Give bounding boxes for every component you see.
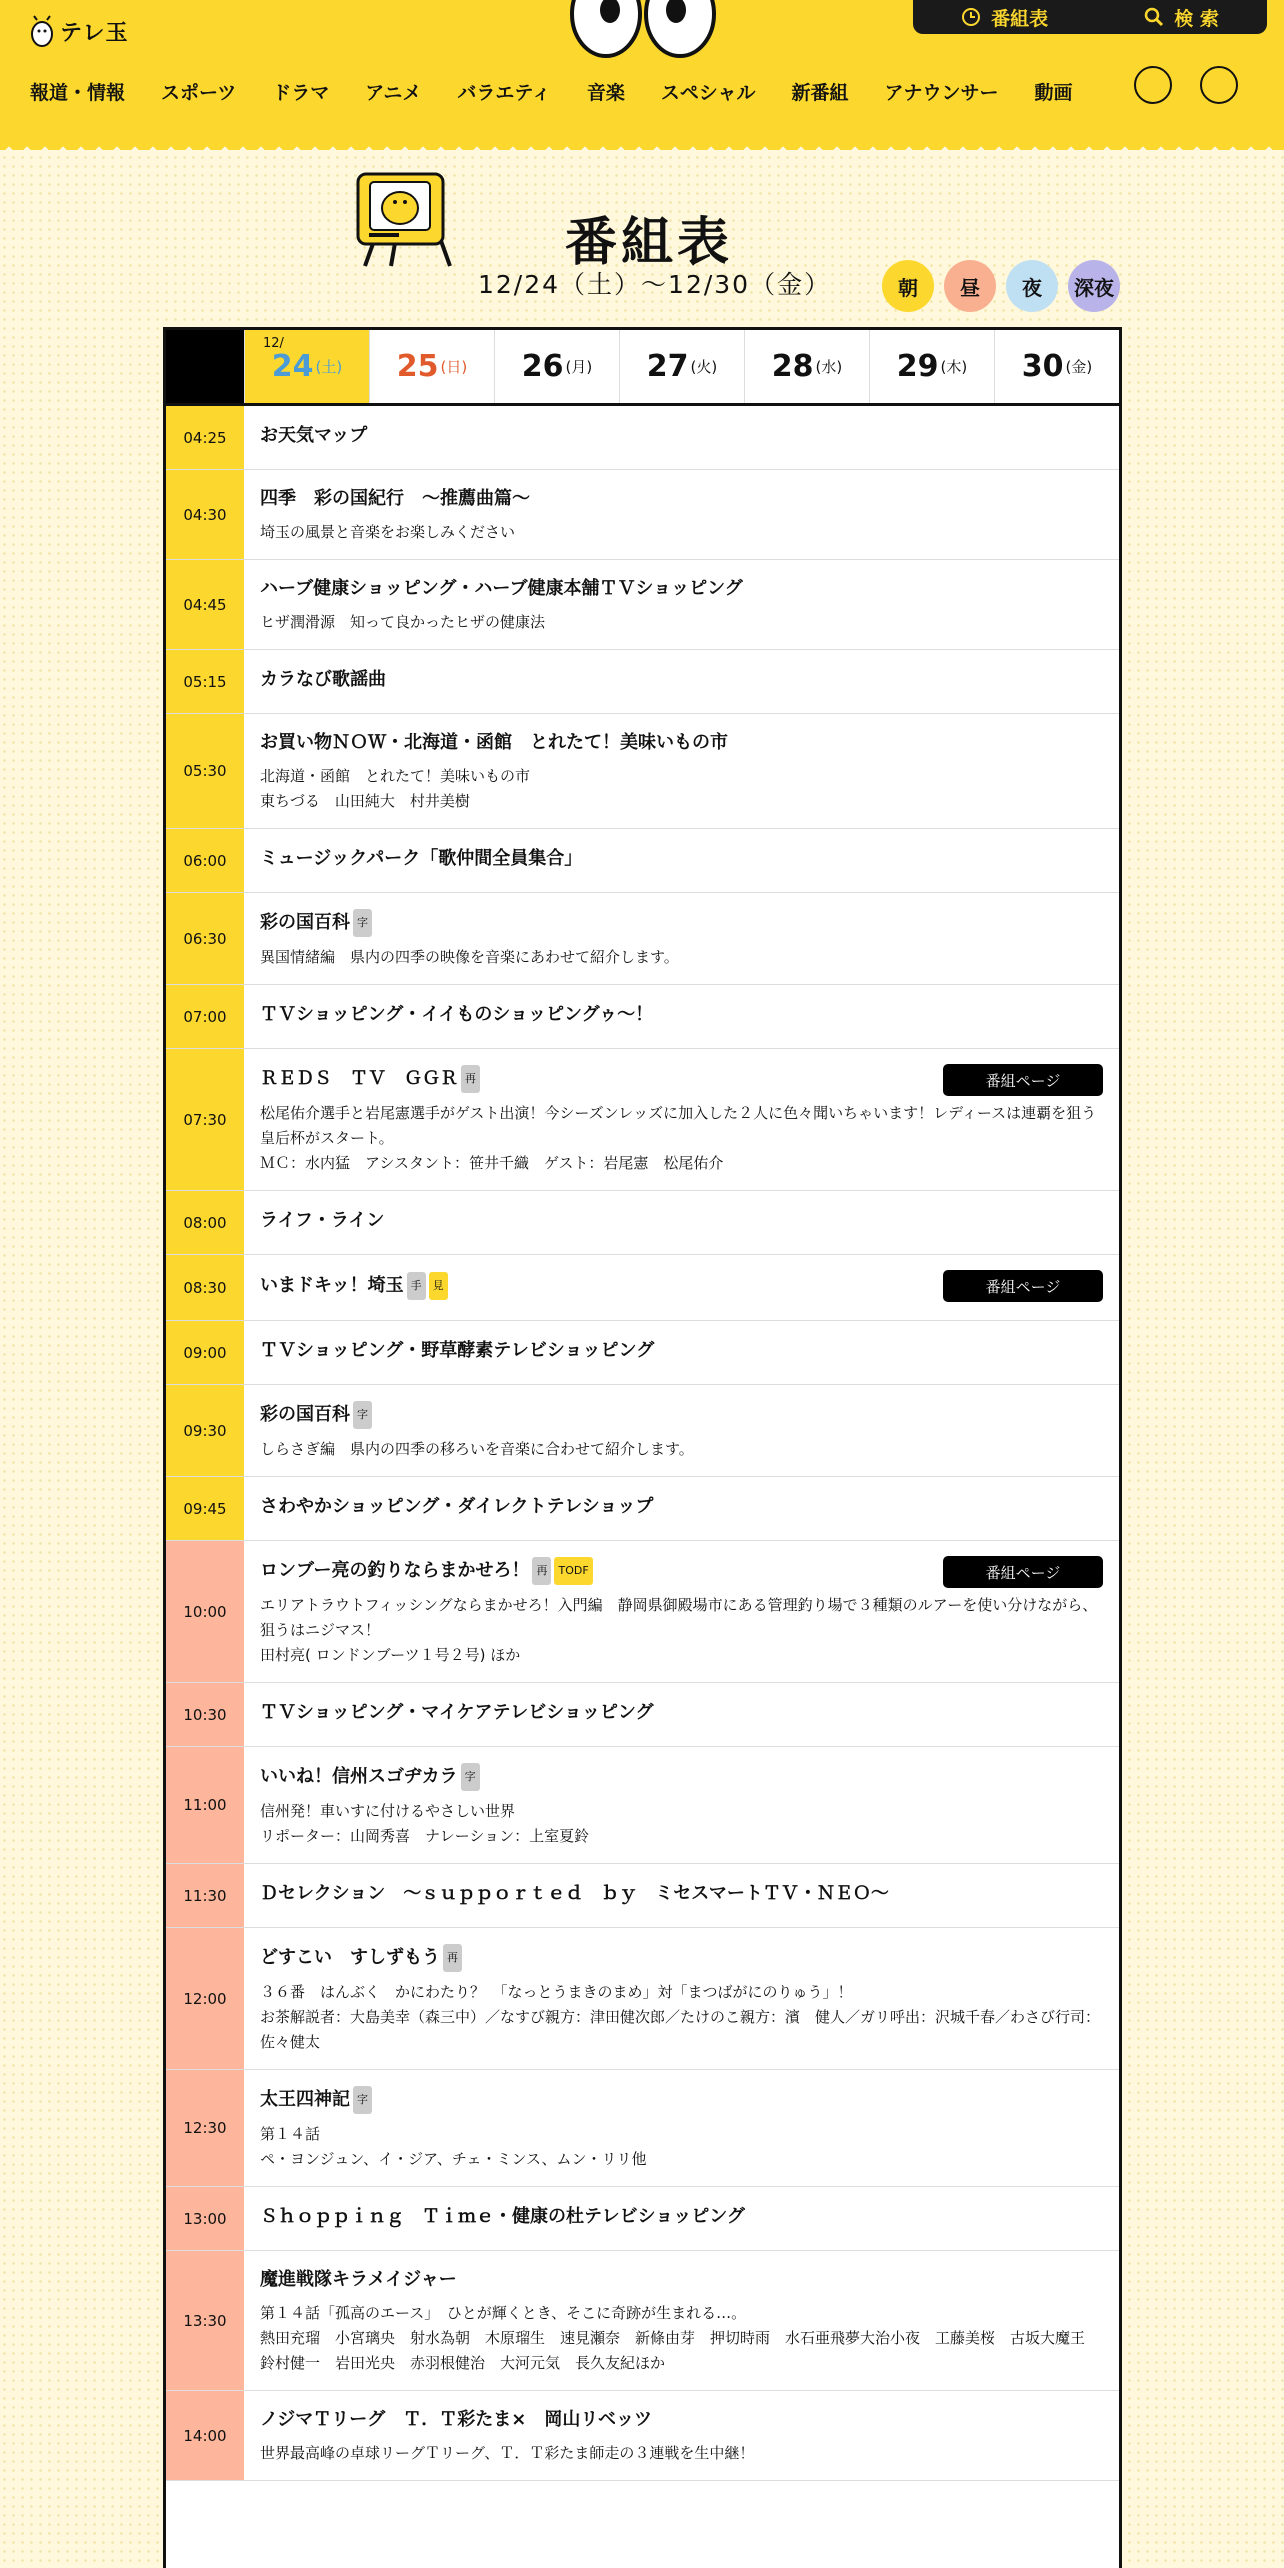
page-title: 番組表 bbox=[565, 213, 734, 273]
morning-button[interactable]: 朝 bbox=[882, 260, 934, 312]
day-of-week: (土) bbox=[315, 358, 343, 376]
program-title-line bbox=[260, 1401, 1103, 1429]
program-row[interactable] bbox=[166, 2187, 1119, 2251]
program-title-line bbox=[260, 846, 1103, 872]
day-selector-corner bbox=[166, 330, 244, 403]
program-description bbox=[260, 520, 1103, 545]
program-time: 06:30 bbox=[166, 893, 244, 984]
program-title-line bbox=[260, 1881, 1103, 1907]
program-description bbox=[260, 1980, 1103, 2055]
program-title-line bbox=[260, 1944, 1103, 1972]
program-tag-badge: 再 bbox=[443, 1944, 462, 1972]
top-utility-bar bbox=[913, 0, 1267, 34]
description-line: 松尾佑介選手と岩尾憲選手がゲスト出演！今シーズンレッズに加入した２人に色々聞いちゃいます！レディースは連覇を狙う皇后杯がスタート。 bbox=[260, 1104, 1097, 1147]
program-cell bbox=[244, 1683, 1119, 1746]
day-selector bbox=[166, 330, 1119, 406]
day-number: 28 bbox=[771, 349, 814, 384]
program-row[interactable] bbox=[166, 1864, 1119, 1928]
program-title[interactable]: ライフ・ライン bbox=[260, 1210, 385, 1231]
date-range: 12/24（土）〜12/30（金） bbox=[478, 270, 832, 299]
program-row[interactable] bbox=[166, 1928, 1119, 2070]
program-tag-badge: 字 bbox=[353, 2086, 372, 2114]
program-time: 06:00 bbox=[166, 829, 244, 892]
program-cell bbox=[244, 714, 1119, 828]
day-number: 24 bbox=[271, 349, 314, 384]
program-title-line bbox=[260, 486, 1103, 512]
day-month: 12/ bbox=[263, 336, 284, 351]
program-title-line bbox=[260, 2407, 1103, 2433]
program-cell bbox=[244, 1864, 1119, 1927]
program-title[interactable]: ハーブ健康ショッピング・ハーブ健康本舗ＴＶショッピング bbox=[260, 578, 743, 599]
program-title-line bbox=[260, 1002, 1103, 1028]
program-title[interactable]: Ｓｈｏｐｐｉｎｇ Ｔｉｍｅ・健康の杜テレビショッピング bbox=[260, 2206, 745, 2227]
program-time: 04:25 bbox=[166, 406, 244, 469]
program-time: 12:00 bbox=[166, 1928, 244, 2069]
day-of-week: (木) bbox=[940, 358, 968, 376]
program-title[interactable]: さわやかショッピング・ダイレクトテレショップ bbox=[260, 1496, 654, 1517]
program-title-line bbox=[260, 2204, 1103, 2230]
program-list bbox=[166, 406, 1119, 2481]
day-number: 29 bbox=[896, 349, 939, 384]
teletama-mascot-icon bbox=[30, 14, 54, 48]
program-tag-badge: 手 bbox=[407, 1272, 426, 1300]
program-row[interactable] bbox=[166, 2391, 1119, 2481]
program-row[interactable] bbox=[166, 2070, 1119, 2187]
description-line: リポーター：山岡秀喜 ナレーション：上室夏鈴 bbox=[260, 1827, 590, 1845]
day-number: 27 bbox=[646, 349, 689, 384]
day-number: 26 bbox=[521, 349, 564, 384]
program-row[interactable] bbox=[166, 1385, 1119, 1477]
program-row[interactable] bbox=[166, 1049, 1119, 1191]
program-row[interactable] bbox=[166, 470, 1119, 560]
description-line: 埼玉の風景と音楽をお楽しみください bbox=[260, 523, 516, 541]
program-title[interactable]: Ｄセレクション ～ｓｕｐｐｏｒｔｅｄ ｂｙ ミセスマートＴＶ・ＮＥＯ～ bbox=[260, 1883, 889, 1904]
nav-videos[interactable]: 動画 bbox=[1034, 82, 1073, 104]
program-title[interactable]: お天気マップ bbox=[260, 425, 368, 446]
site-header bbox=[0, 0, 1284, 140]
program-time: 08:00 bbox=[166, 1191, 244, 1254]
program-tag-badge: 再 bbox=[461, 1065, 480, 1093]
program-row[interactable] bbox=[166, 1191, 1119, 1255]
program-title[interactable]: いまドキッ！埼玉 bbox=[260, 1275, 404, 1296]
program-title[interactable]: ＲＥＤＳ ＴＶ ＧＧＲ bbox=[260, 1068, 458, 1089]
day-number: 30 bbox=[1021, 349, 1064, 384]
program-title[interactable]: お買い物ＮＯＷ・北海道・函館 とれたて！美味いもの市 bbox=[260, 732, 728, 753]
schedule-link-label: 番組表 bbox=[991, 7, 1049, 30]
program-cell bbox=[244, 1541, 1119, 1682]
program-row[interactable] bbox=[166, 985, 1119, 1049]
day-tab-24[interactable] bbox=[244, 330, 369, 403]
program-description bbox=[260, 1593, 1103, 1668]
program-title[interactable]: ロンブー亮の釣りならまかせろ！ bbox=[260, 1560, 530, 1581]
program-row[interactable] bbox=[166, 714, 1119, 829]
program-title[interactable]: いいね！信州スゴヂカラ bbox=[260, 1766, 458, 1787]
program-title[interactable]: 四季 彩の国紀行 ～推薦曲篇～ bbox=[260, 488, 530, 509]
program-title-line bbox=[260, 2086, 1103, 2114]
program-time: 10:00 bbox=[166, 1541, 244, 1682]
day-of-week: (月) bbox=[565, 358, 593, 376]
program-description bbox=[260, 1799, 1103, 1849]
program-schedule bbox=[163, 327, 1122, 2568]
description-line: お茶解説者：大島美幸（森三中）／なすび親方：津田健次郎／たけのこ親方：濱 健人／ガリ呼出：沢城千春／わさび行司：佐々健太 bbox=[260, 2008, 1101, 2051]
program-title[interactable]: ＴＶショッピング・イイものショッピングゥ～！ bbox=[260, 1004, 654, 1025]
program-title[interactable]: どすこい すしずもう bbox=[260, 1947, 440, 1968]
program-cell bbox=[244, 1747, 1119, 1863]
program-time: 09:45 bbox=[166, 1477, 244, 1540]
day-of-week: (水) bbox=[815, 358, 843, 376]
program-title-line bbox=[260, 1700, 1103, 1726]
search-icon bbox=[1144, 7, 1164, 27]
day-of-week: (日) bbox=[440, 358, 468, 376]
day-tab-28[interactable] bbox=[744, 330, 869, 403]
nav-announcers[interactable]: アナウンサー bbox=[884, 82, 999, 104]
schedule-link[interactable] bbox=[961, 4, 1048, 31]
description-line: 異国情緒編 県内の四季の映像を音楽にあわせて紹介します。 bbox=[260, 948, 679, 966]
program-cell bbox=[244, 1477, 1119, 1540]
program-time: 12:30 bbox=[166, 2070, 244, 2186]
program-title[interactable]: 太王四神記 bbox=[260, 2089, 350, 2110]
program-cell bbox=[244, 1191, 1119, 1254]
program-cell bbox=[244, 893, 1119, 984]
program-cell bbox=[244, 2251, 1119, 2390]
description-line: 信州発！車いすに付けるやさしい世界 bbox=[260, 1802, 516, 1820]
program-description bbox=[260, 945, 1103, 970]
nav-new-programs[interactable]: 新番組 bbox=[791, 82, 849, 104]
telepay-app-icon[interactable] bbox=[1200, 66, 1238, 104]
nav-variety[interactable]: バラエティ bbox=[457, 82, 551, 104]
nav-anime[interactable]: アニメ bbox=[365, 82, 422, 104]
program-time: 14:00 bbox=[166, 2391, 244, 2480]
program-page-button[interactable]: 番組ページ bbox=[943, 1556, 1103, 1588]
program-title-line bbox=[260, 909, 1103, 937]
header-zigzag-edge bbox=[0, 132, 1284, 150]
description-line: ペ・ヨンジュン、イ・ジア、チェ・ミンス、ムン・リリ他 bbox=[260, 2150, 647, 2168]
program-time: 13:30 bbox=[166, 2251, 244, 2390]
logo-text: テレ玉 bbox=[60, 20, 129, 46]
description-line: エリアトラウトフィッシングならまかせろ！入門編 静岡県御殿場市にある管理釣り場で３種類のルアーを使い分けながら、狙うはニジマス！ bbox=[260, 1596, 1098, 1639]
program-title[interactable]: カラなび歌謡曲 bbox=[260, 669, 386, 690]
program-cell bbox=[244, 1385, 1119, 1476]
global-nav bbox=[30, 78, 1109, 105]
day-tab-29[interactable] bbox=[869, 330, 994, 403]
program-title-line bbox=[260, 667, 1103, 693]
evening-button[interactable]: 夜 bbox=[1006, 260, 1058, 312]
time-band-buttons bbox=[882, 260, 1120, 312]
program-cell bbox=[244, 1255, 1119, 1320]
description-line: 第１４話 bbox=[260, 2125, 321, 2143]
nav-music[interactable]: 音楽 bbox=[586, 82, 625, 104]
program-tag-badge: TODF bbox=[554, 1557, 592, 1585]
program-title-line bbox=[260, 1338, 1103, 1364]
program-time: 04:30 bbox=[166, 470, 244, 559]
daytime-button[interactable]: 昼 bbox=[944, 260, 996, 312]
day-tab-26[interactable] bbox=[494, 330, 619, 403]
description-line: 田村亮( ロンドンブーツ１号２号) ほか bbox=[260, 1646, 521, 1664]
mascot-eyes-icon bbox=[570, 0, 716, 60]
program-time: 10:30 bbox=[166, 1683, 244, 1746]
program-cell bbox=[244, 1321, 1119, 1384]
description-line: 第１４話「孤高のエース」 ひとが輝くとき、そこに奇跡が生まれる…。 bbox=[260, 2304, 747, 2322]
search-link-label: 検 索 bbox=[1174, 7, 1219, 30]
program-tag-badge: 字 bbox=[353, 1401, 372, 1429]
program-tag-badge: 字 bbox=[353, 909, 372, 937]
latenight-button[interactable]: 深夜 bbox=[1068, 260, 1120, 312]
program-row[interactable] bbox=[166, 893, 1119, 985]
program-tag-badge: 再 bbox=[532, 1557, 551, 1585]
program-time: 05:15 bbox=[166, 650, 244, 713]
program-time: 04:45 bbox=[166, 560, 244, 649]
description-line: ヒザ潤滑源 知って良かったヒザの健康法 bbox=[260, 613, 546, 631]
program-row[interactable] bbox=[166, 1747, 1119, 1864]
program-row[interactable] bbox=[166, 650, 1119, 714]
telecasino-app-icon[interactable] bbox=[1134, 66, 1172, 104]
program-cell bbox=[244, 2070, 1119, 2186]
program-row[interactable] bbox=[166, 1321, 1119, 1385]
program-description bbox=[260, 764, 1103, 814]
program-title[interactable]: ＴＶショッピング・野草酵素テレビショッピング bbox=[260, 1340, 655, 1361]
program-title-line bbox=[260, 1763, 1103, 1791]
day-of-week: (火) bbox=[690, 358, 718, 376]
program-title[interactable]: 彩の国百科 bbox=[260, 1404, 350, 1425]
program-title[interactable]: ＴＶショッピング・マイケアテレビショッピング bbox=[260, 1702, 654, 1723]
program-cell bbox=[244, 470, 1119, 559]
program-title-line bbox=[260, 1208, 1103, 1234]
program-row[interactable] bbox=[166, 1255, 1119, 1321]
day-tab-27[interactable] bbox=[619, 330, 744, 403]
program-time: 11:30 bbox=[166, 1864, 244, 1927]
site-logo[interactable] bbox=[30, 14, 129, 48]
description-line: 東ちづる 山田純大 村井美樹 bbox=[260, 792, 470, 810]
nav-special[interactable]: スペシャル bbox=[660, 82, 756, 104]
nav-news[interactable]: 報道・情報 bbox=[30, 82, 126, 104]
program-title[interactable]: ノジマＴリーグ Ｔ．Ｔ彩たま× 岡山リベッツ bbox=[260, 2409, 652, 2430]
program-title-line bbox=[260, 2267, 1103, 2293]
description-line: ＭＣ：水内猛 アシスタント：笹井千織 ゲスト：岩尾憲 松尾佑介 bbox=[260, 1154, 724, 1172]
description-line: ３６番 はんぶく かにわたり？ 「なっとうまきのまめ」対「まつばがにのりゅう」！ bbox=[260, 1983, 853, 2001]
program-title[interactable]: 彩の国百科 bbox=[260, 912, 350, 933]
program-time: 08:30 bbox=[166, 1255, 244, 1320]
program-time: 09:30 bbox=[166, 1385, 244, 1476]
program-tag-badge: 字 bbox=[461, 1763, 480, 1791]
program-title[interactable]: ミュージックパーク「歌仲間全員集合」 bbox=[260, 848, 583, 869]
program-description bbox=[260, 2301, 1103, 2376]
description-line: 熱田充瑠 小宮璃央 射水為朝 木原瑠生 速見瀬奈 新條由芽 押切時雨 水石亜飛夢大治小夜 工藤美桜 古坂大魔王 鈴村健一 岩田光央 赤羽根健治 大河元気 長久友紀ほか bbox=[260, 2329, 1101, 2372]
clock-icon bbox=[961, 7, 981, 27]
program-title-line bbox=[260, 1494, 1103, 1520]
program-description bbox=[260, 2441, 1103, 2466]
description-line: 世界最高峰の卓球リーグＴリーグ、Ｔ．Ｔ彩たま師走の３連戦を生中継！ bbox=[260, 2444, 755, 2462]
program-description bbox=[260, 1437, 1103, 1462]
program-cell bbox=[244, 406, 1119, 469]
program-row[interactable] bbox=[166, 1541, 1119, 1683]
program-title-line bbox=[260, 730, 1103, 756]
program-cell bbox=[244, 650, 1119, 713]
program-cell bbox=[244, 985, 1119, 1048]
program-time: 07:00 bbox=[166, 985, 244, 1048]
program-time: 09:00 bbox=[166, 1321, 244, 1384]
program-cell bbox=[244, 560, 1119, 649]
program-description bbox=[260, 610, 1103, 635]
program-page-button[interactable]: 番組ページ bbox=[943, 1064, 1103, 1096]
description-line: 北海道・函館 とれたて！美味いもの市 bbox=[260, 767, 531, 785]
program-row[interactable] bbox=[166, 829, 1119, 893]
program-title-line bbox=[260, 423, 1103, 449]
description-line: しらさぎ編 県内の四季の移ろいを音楽に合わせて紹介します。 bbox=[260, 1440, 694, 1458]
program-description bbox=[260, 1101, 1103, 1176]
program-time: 11:00 bbox=[166, 1747, 244, 1863]
program-row[interactable] bbox=[166, 1477, 1119, 1541]
day-tab-30[interactable] bbox=[994, 330, 1119, 403]
program-cell bbox=[244, 2391, 1119, 2480]
program-row[interactable] bbox=[166, 560, 1119, 650]
program-cell bbox=[244, 2187, 1119, 2250]
program-row[interactable] bbox=[166, 2251, 1119, 2391]
program-tag-badge: 見 bbox=[429, 1272, 448, 1300]
program-title-line bbox=[260, 576, 1103, 602]
program-time: 13:00 bbox=[166, 2187, 244, 2250]
program-time: 07:30 bbox=[166, 1049, 244, 1190]
program-time: 05:30 bbox=[166, 714, 244, 828]
program-row[interactable] bbox=[166, 1683, 1119, 1747]
search-link[interactable] bbox=[1144, 4, 1219, 31]
program-cell bbox=[244, 1049, 1119, 1190]
program-cell bbox=[244, 829, 1119, 892]
day-number: 25 bbox=[396, 349, 439, 384]
program-description bbox=[260, 2122, 1103, 2172]
program-page-button[interactable]: 番組ページ bbox=[943, 1270, 1103, 1302]
day-of-week: (金) bbox=[1065, 358, 1093, 376]
tv-mascot-icon bbox=[355, 168, 460, 268]
program-row[interactable] bbox=[166, 406, 1119, 470]
nav-drama[interactable]: ドラマ bbox=[272, 82, 330, 104]
nav-sports[interactable]: スポーツ bbox=[161, 82, 237, 104]
program-cell bbox=[244, 1928, 1119, 2069]
day-tab-25[interactable] bbox=[369, 330, 494, 403]
program-title[interactable]: 魔進戦隊キラメイジャー bbox=[260, 2269, 457, 2290]
